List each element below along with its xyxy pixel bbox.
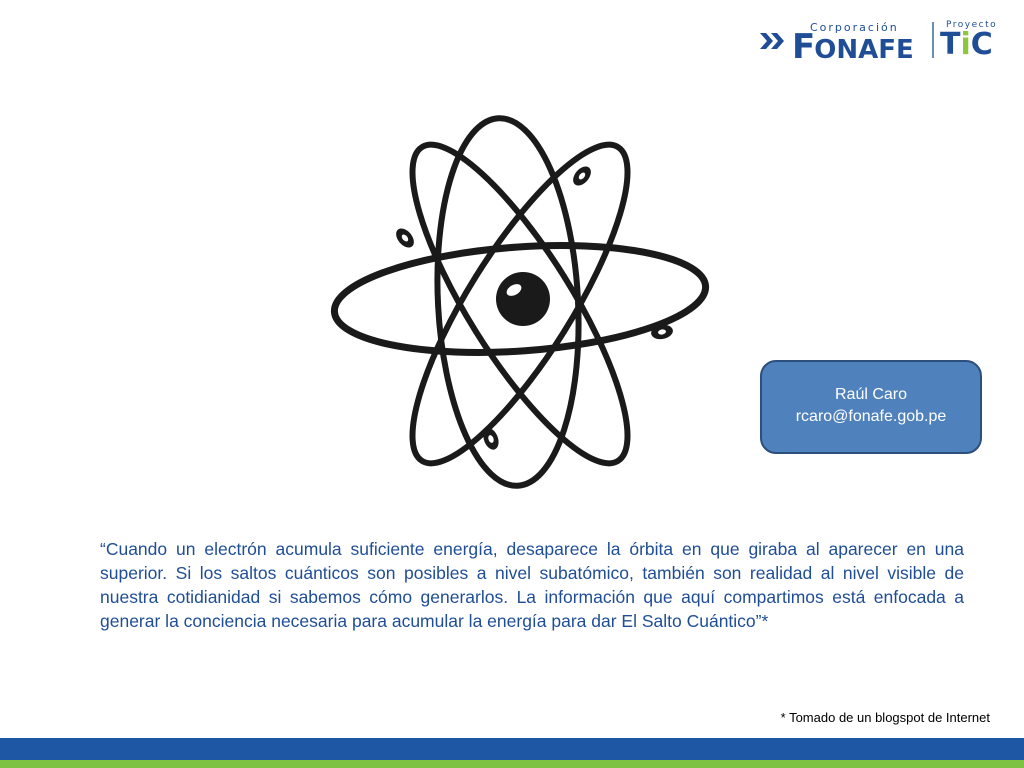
contact-name: Raúl Caro <box>834 386 908 403</box>
logo-tic-text <box>940 28 993 62</box>
logo-separator <box>932 22 934 58</box>
logo-fonafe-rest: ONAFE <box>814 35 914 65</box>
logo-tic-t: T <box>940 27 961 62</box>
atom-illustration <box>330 112 715 497</box>
fonafe-tic-logo <box>760 18 1010 67</box>
nucleus <box>496 272 550 326</box>
logo-tic-i: i <box>960 27 971 62</box>
footer-blue-bar <box>0 738 1024 760</box>
contact-box <box>760 360 982 454</box>
logo-fonafe-initial: F <box>792 27 815 67</box>
contact-email: rcaro@fonafe.gob.pe <box>795 408 947 425</box>
logo-corporacion-text: Corporación <box>810 21 899 34</box>
logo-tic-c: C <box>970 27 993 62</box>
logo-proyecto-text: Proyecto <box>946 20 998 30</box>
footnote: * Tomado de un blogspot de Internet <box>780 710 990 725</box>
quote-text: “Cuando un electrón acumula suficiente energía, desaparece la órbita en que giraba al aparecer en una superior. Si los saltos cuánticos son posibles a nivel subatómico, también son realidad al nivel visible de nuestra cotidianidad si sabemos cómo generarlos. La información que aquí compartimos está enfocada a generar la conciencia necesaria para acumular la energía para dar El Salto Cuántico”* <box>100 539 964 631</box>
footer-green-bar <box>0 760 1024 768</box>
chevron-right-icon <box>760 30 788 52</box>
